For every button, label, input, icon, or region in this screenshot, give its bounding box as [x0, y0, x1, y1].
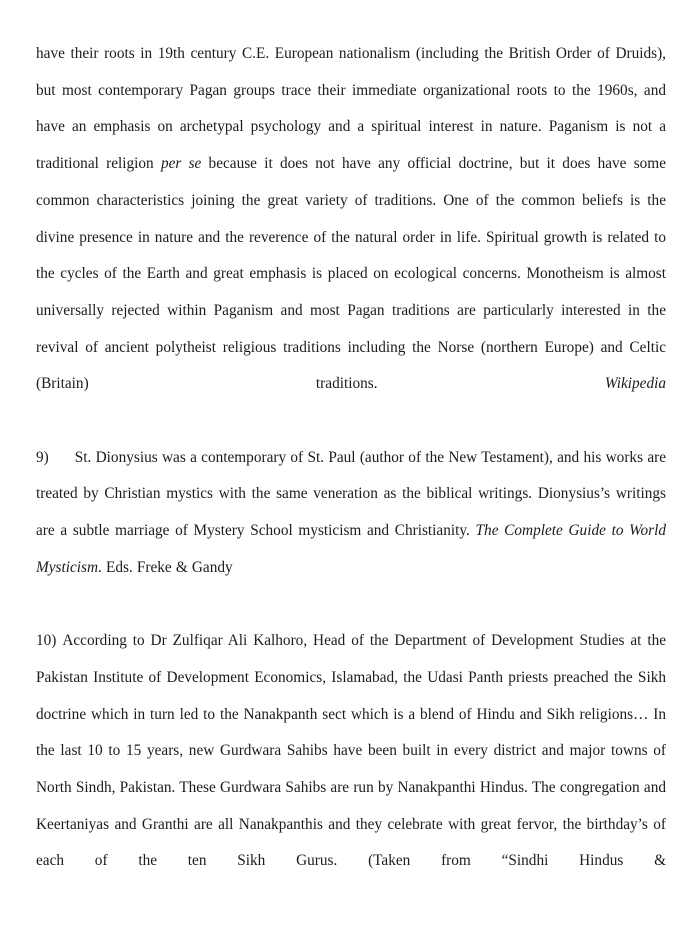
list-number-10: 10): [36, 632, 57, 650]
paragraph-item-10: [36, 623, 666, 880]
paragraph-item-9: [36, 440, 666, 587]
paragraph-run-text: because it does not have any official doctrine, but it does have some common characteristics joining the great variety of traditions. One of the common beliefs is the divine presence in nature and the reverence of the natural order in life. Spiritual growth is related to the cycles of the Earth and great emphasis is placed on ecological concerns. Monotheism is almost universally rejected within Paganism and most Pagan traditions are particularly interested in the revival of ancient polytheist religious traditions including the Norse (northern Europe) and Celtic (Britain) traditions.: [36, 155, 666, 393]
citation-complete-guide-to-world-mysticism: The Complete Guide to World Mysticism: [36, 522, 667, 576]
citation-wikipedia: Wikipedia: [604, 375, 666, 393]
document-text-body: [36, 36, 666, 880]
paragraph-pagan-overview: [36, 36, 666, 403]
paragraph-run-text: St. Dionysius was a contemporary of St. Paul (author of the New Testament), and his works are treated by Christian mystics with the same veneration as the biblical writings. Dionysius’s writings are a subtle marriage of Mystery School mysticism and Christianity.: [36, 448, 666, 540]
paragraph-run-text: According to Dr Zulfiqar Ali Kalhoro, Head of the Department of Development Studies at the Pakistan Institute of Development Economics, Islamabad, the Udasi Panth priests preached the Sikh doctrine which in turn led to the Nanakpanth sect which is a blend of Hindu and Sikh religions… In the last 10 to 15 years, new Gurdwara Sahibs have been built in every district and major towns of North Sindh, Pakistan. These Gurdwara Sahibs are run by Nanakpanthi Hindus. The congregation and Keertaniyas and Granthi are all Nanakpanthis and they celebrate with great fervor, the birthday’s of each of the ten Sikh Gurus. (Taken from “Sindhi Hindus &: [36, 632, 667, 870]
citation-per-se: per se: [160, 155, 202, 173]
list-number-9: 9): [36, 448, 49, 466]
citation-editors: . Eds. Freke & Gandy: [98, 558, 233, 576]
paragraph-run-text: have their roots in 19th century C.E. European nationalism (including the British Order of Druids), but most contemporary Pagan groups trace their immediate organizational roots to the 1960s, and have an emphasis on archetypal psychology and a spiritual interest in nature. Paganism is not a traditional religion: [36, 45, 666, 173]
